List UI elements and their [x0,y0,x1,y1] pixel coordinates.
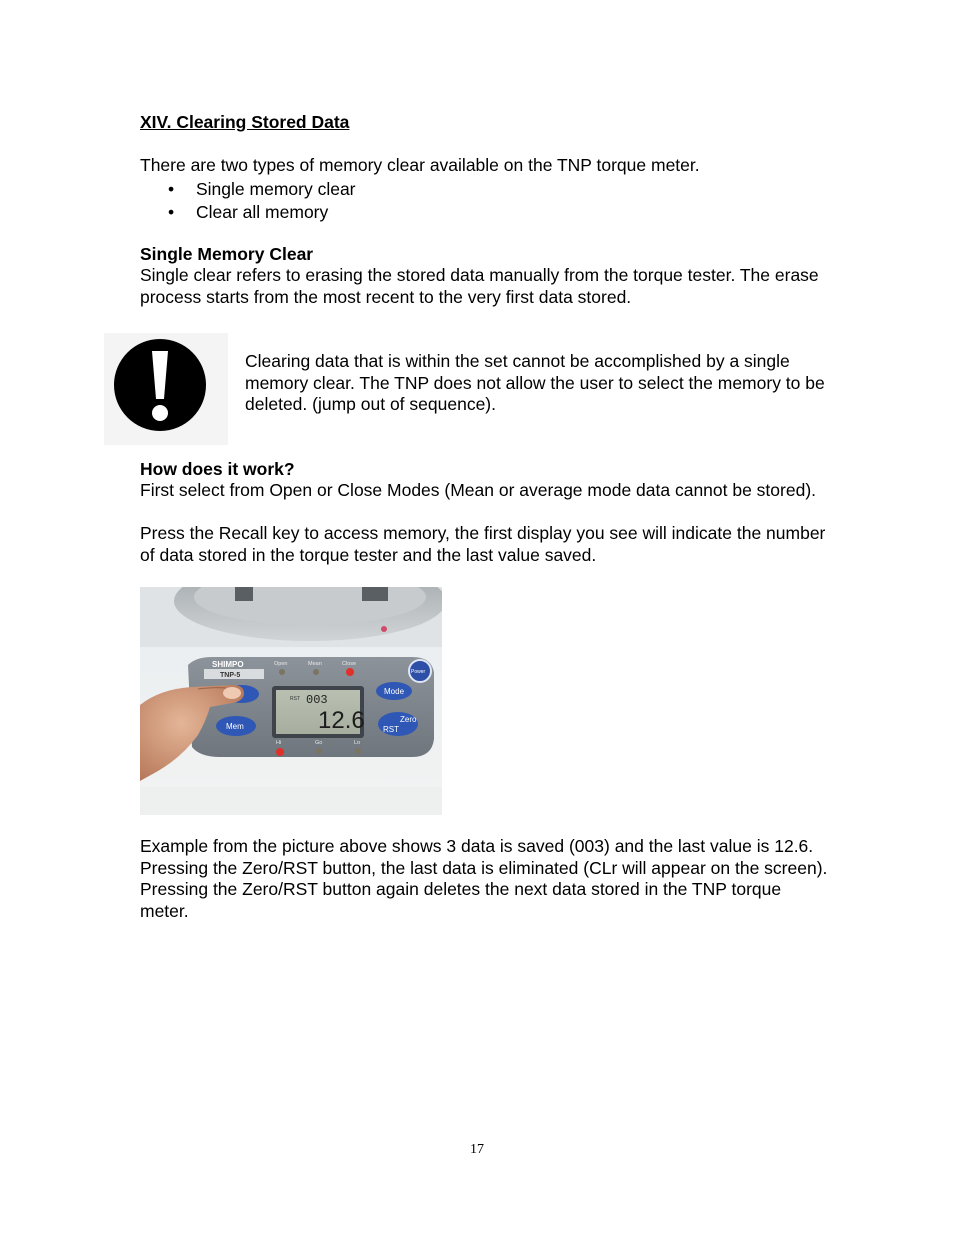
torque-meter-illustration [140,587,442,815]
led-close-label: Close [342,661,357,667]
brand-label: SHIMPO [212,660,244,669]
lcd-count: 003 [306,693,328,707]
single-clear-body: Single clear refers to erasing the stored data manually from the torque tester. The erase process starts from the most recent to the very first data stored. [140,265,819,307]
how-it-works-body-1: First select from Open or Close Modes (Mean or average mode data cannot be stored). [140,480,817,500]
mem-button-label: Mem [226,722,244,731]
how-it-works-body-2: Press the Recall key to access memory, the first display you see will indicate the number of data stored in the torque tester and the last value saved. [140,523,826,565]
lcd-tag: RST [290,696,300,702]
warning-text: Clearing data that is within the set cannot be accomplished by a single memory clear. The TNP does not allow the user to select the memory to be deleted. (jump out of sequence). [245,351,825,414]
led-mean-label: Mean [308,661,322,667]
memory-clear-types-list [168,178,356,224]
how-it-works-title: How does it work? [140,459,295,479]
list-item: • Clear all memory [168,201,356,224]
exclamation-icon [104,333,228,445]
mode-button-label: Mode [384,687,405,696]
rst-button-label: RST [383,725,399,734]
section-heading: XIV. Clearing Stored Data [140,112,350,132]
torque-meter-photo [140,587,442,815]
power-button-label: Power [411,669,426,675]
led-go-label: Go [315,740,323,746]
list-item: • Single memory clear [168,178,356,201]
model-label: TNP-5 [220,672,241,679]
led-open-label: Open [274,661,288,667]
intro-paragraph: There are two types of memory clear available on the TNP torque meter. [140,155,700,175]
lcd-value: 12.6 [318,707,365,734]
led-lo-label: Lo [354,740,361,746]
single-clear-title: Single Memory Clear [140,244,314,264]
page-number: 17 [470,1142,484,1157]
led-hi-label: Hi [276,740,282,746]
example-paragraph: Example from the picture above shows 3 data is saved (003) and the last value is 12.6. Pressing the Zero/RST button, the last data is eliminated (CLr will appear on the screen). Pressing the Zero/RST button again deletes the next data stored in the TNP torque meter. [140,836,828,921]
zero-button-label: Zero [400,715,417,724]
